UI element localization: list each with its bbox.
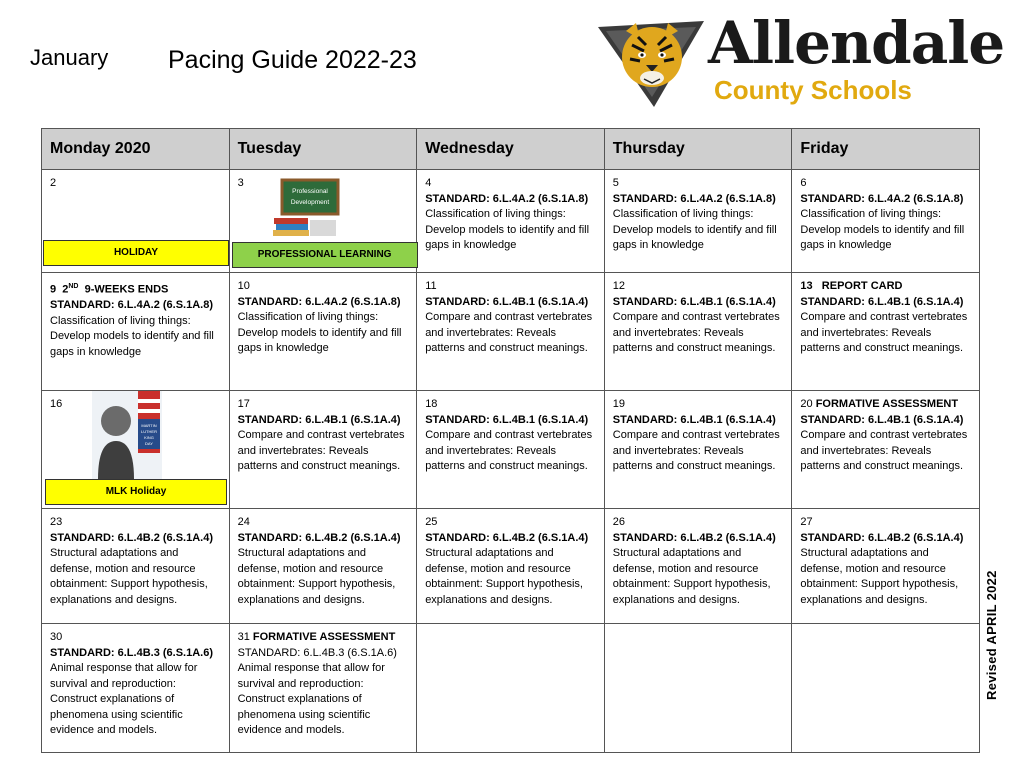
mlk-sign-text-1: MARTIN	[141, 423, 157, 428]
standard-description: Compare and contrast vertebrates and invertebrates: Reveals patterns and construct meanings.	[800, 311, 968, 354]
day-number: 10	[237, 280, 250, 292]
standard-description: Classification of living things: Develop models to identify and fill gaps in knowledge	[50, 314, 214, 358]
standard-description: Classification of living things: Develop models to identify and fill gaps in knowledge	[800, 208, 965, 251]
day-number: 3	[237, 177, 244, 189]
day-cell	[229, 273, 417, 391]
event-label: FORMATIVE ASSESSMENT	[815, 398, 959, 410]
day-cell	[42, 509, 230, 624]
day-cell	[42, 170, 230, 273]
day-cell	[42, 273, 230, 391]
mlk-sign-text-3: KING	[144, 435, 154, 440]
holiday-badge: HOLIDAY	[43, 240, 229, 266]
day-heading	[800, 397, 971, 413]
day-number: 27	[800, 516, 813, 528]
day-cell	[604, 273, 792, 391]
day-number: 20	[800, 398, 813, 410]
standard-description: Animal response that allow for survival and reproduction: Construct explanations of phenomena using scientific evidence and models.	[237, 662, 385, 736]
standard-description: Structural adaptations and defense, motion and resource obtainment: Support hypothesis, explanations and designs.	[800, 547, 959, 606]
standard-description: Compare and contrast vertebrates and invertebrates: Reveals patterns and construct meanings.	[612, 311, 780, 354]
ordinal-suffix: ND	[68, 283, 79, 290]
empty-cell	[417, 624, 605, 753]
day-number: 24	[237, 516, 250, 528]
standard-code: STANDARD: 6.L.4B.2 (6.S.1A.4)	[50, 531, 213, 544]
standard-code: STANDARD: 6.L.4B.3 (6.S.1A.6)	[237, 646, 397, 659]
day-cell	[417, 509, 605, 624]
empty-cell	[604, 624, 792, 753]
standard-description: Structural adaptations and defense, motion and resource obtainment: Support hypothesis, explanations and designs.	[612, 547, 771, 606]
standard-code: STANDARD: 6.L.4B.1 (6.S.1A.4)	[800, 413, 964, 426]
day-number: 30	[50, 631, 63, 643]
day-cell	[792, 391, 980, 509]
standard-code: STANDARD: 6.L.4B.1 (6.S.1A.4)	[612, 295, 776, 308]
event-label: 9-WEEKS ENDS	[84, 283, 169, 296]
col-monday: Monday 2020	[42, 129, 230, 170]
day-heading	[238, 630, 409, 646]
professional-learning-badge: PROFESSIONAL LEARNING	[232, 242, 418, 268]
standard-code: STANDARD: 6.L.4B.2 (6.S.1A.4)	[800, 531, 964, 544]
week-row	[42, 391, 980, 509]
col-friday: Friday	[792, 129, 980, 170]
allendale-logo	[596, 9, 1005, 110]
revision-note: Revised APRIL 2022	[984, 570, 999, 700]
day-number: 18	[425, 398, 438, 410]
standard-description: Compare and contrast vertebrates and invertebrates: Reveals patterns and construct meanings.	[612, 429, 780, 472]
logo-subtitle: County Schools	[714, 75, 912, 105]
weekday-header-row	[42, 129, 980, 170]
day-number: 26	[612, 516, 626, 528]
standard-code: STANDARD: 6.L.4B.1 (6.S.1A.4)	[612, 413, 776, 426]
day-cell	[792, 170, 980, 273]
standard-description: Structural adaptations and defense, motion and resource obtainment: Support hypothesis, explanations and designs.	[50, 547, 208, 606]
event-label: FORMATIVE ASSESSMENT	[252, 631, 396, 643]
day-number: 2	[50, 177, 57, 189]
standard-description: Compare and contrast vertebrates and invertebrates: Reveals patterns and construct meanings.	[425, 311, 593, 354]
day-heading	[50, 279, 221, 298]
standard-description: Structural adaptations and defense, motion and resource obtainment: Support hypothesis, explanations and designs.	[425, 547, 583, 606]
standard-description: Classification of living things: Develop models to identify and fill gaps in knowledge	[612, 208, 777, 251]
day-number: 6	[800, 177, 807, 189]
day-cell	[792, 509, 980, 624]
day-number: 25	[425, 516, 438, 528]
day-cell	[229, 170, 417, 273]
day-cell	[42, 624, 230, 753]
pacing-calendar	[41, 128, 980, 753]
logo-wordmark: Allendale	[708, 9, 1005, 77]
standard-description: Compare and contrast vertebrates and invertebrates: Reveals patterns and construct meanings.	[425, 429, 593, 472]
day-number: 11	[425, 280, 437, 292]
standard-description: Compare and contrast vertebrates and invertebrates: Reveals patterns and construct meanings.	[800, 429, 968, 472]
standard-code: STANDARD: 6.L.4A.2 (6.S.1A.8)	[800, 192, 964, 205]
pd-board-text-1: Professional	[291, 188, 328, 195]
professional-development-icon	[272, 178, 342, 240]
day-cell	[417, 170, 605, 273]
week-row	[42, 273, 980, 391]
col-thursday: Thursday	[604, 129, 792, 170]
day-cell	[229, 624, 417, 753]
day-heading	[800, 279, 971, 295]
standard-description: Classification of living things: Develop models to identify and fill gaps in knowledge	[425, 208, 590, 251]
mlk-sign-text-4: DAY	[145, 441, 153, 446]
standard-code: STANDARD: 6.L.4B.2 (6.S.1A.4)	[237, 531, 401, 544]
day-cell	[604, 391, 792, 509]
day-number: 31	[237, 631, 250, 643]
day-cell	[229, 391, 417, 509]
col-wednesday: Wednesday	[417, 129, 605, 170]
day-number: 19	[612, 398, 626, 410]
day-number: 23	[50, 516, 63, 528]
day-cell	[417, 391, 605, 509]
pd-board-text-2: Development	[290, 199, 329, 206]
day-number: 9	[50, 283, 57, 296]
month-label: January	[30, 45, 109, 70]
mlk-holiday-badge: MLK Holiday	[45, 479, 227, 505]
day-number: 13	[800, 280, 813, 292]
day-cell	[604, 170, 792, 273]
week-row	[42, 170, 980, 273]
page-title: Pacing Guide 2022-23	[168, 46, 417, 74]
day-cell	[604, 509, 792, 624]
standard-code: STANDARD: 6.L.4B.1 (6.S.1A.4)	[237, 413, 401, 426]
day-number: 5	[612, 177, 619, 189]
week-row	[42, 509, 980, 624]
day-number: 4	[425, 177, 432, 189]
event-label: REPORT CARD	[821, 280, 903, 292]
mlk-sign-text-2: LUTHER	[140, 429, 158, 434]
standard-code: STANDARD: 6.L.4A.2 (6.S.1A.8)	[425, 192, 589, 205]
day-number: 17	[237, 398, 250, 410]
day-number: 12	[612, 280, 626, 292]
empty-cell	[792, 624, 980, 753]
day-cell	[42, 391, 230, 509]
day-number: 16	[50, 398, 63, 410]
standard-code: STANDARD: 6.L.4A.2 (6.S.1A.8)	[50, 299, 213, 312]
standard-description: Animal response that allow for survival and reproduction: Construct explanations of phenomena using scientific evidence and models.	[50, 662, 198, 736]
standard-code: STANDARD: 6.L.4A.2 (6.S.1A.8)	[237, 295, 401, 308]
quarter-number: 2	[62, 283, 69, 296]
col-tuesday: Tuesday	[229, 129, 417, 170]
standard-code: STANDARD: 6.L.4B.1 (6.S.1A.4)	[800, 295, 964, 308]
standard-code: STANDARD: 6.L.4B.2 (6.S.1A.4)	[425, 531, 589, 544]
standard-description: Structural adaptations and defense, motion and resource obtainment: Support hypothesis, explanations and designs.	[237, 547, 396, 606]
standard-description: Compare and contrast vertebrates and invertebrates: Reveals patterns and construct meanings.	[237, 429, 405, 472]
day-cell	[792, 273, 980, 391]
mlk-portrait-icon	[92, 391, 162, 479]
standard-code: STANDARD: 6.L.4B.3 (6.S.1A.6)	[50, 646, 213, 659]
day-cell	[229, 509, 417, 624]
standard-code: STANDARD: 6.L.4B.1 (6.S.1A.4)	[425, 295, 589, 308]
standard-code: STANDARD: 6.L.4B.1 (6.S.1A.4)	[425, 413, 589, 426]
standard-code: STANDARD: 6.L.4B.2 (6.S.1A.4)	[612, 531, 776, 544]
day-cell	[417, 273, 605, 391]
standard-code: STANDARD: 6.L.4A.2 (6.S.1A.8)	[612, 192, 776, 205]
standard-description: Classification of living things: Develop models to identify and fill gaps in knowledge	[237, 311, 402, 354]
week-row	[42, 624, 980, 753]
tiger-mascot-icon	[596, 15, 706, 110]
